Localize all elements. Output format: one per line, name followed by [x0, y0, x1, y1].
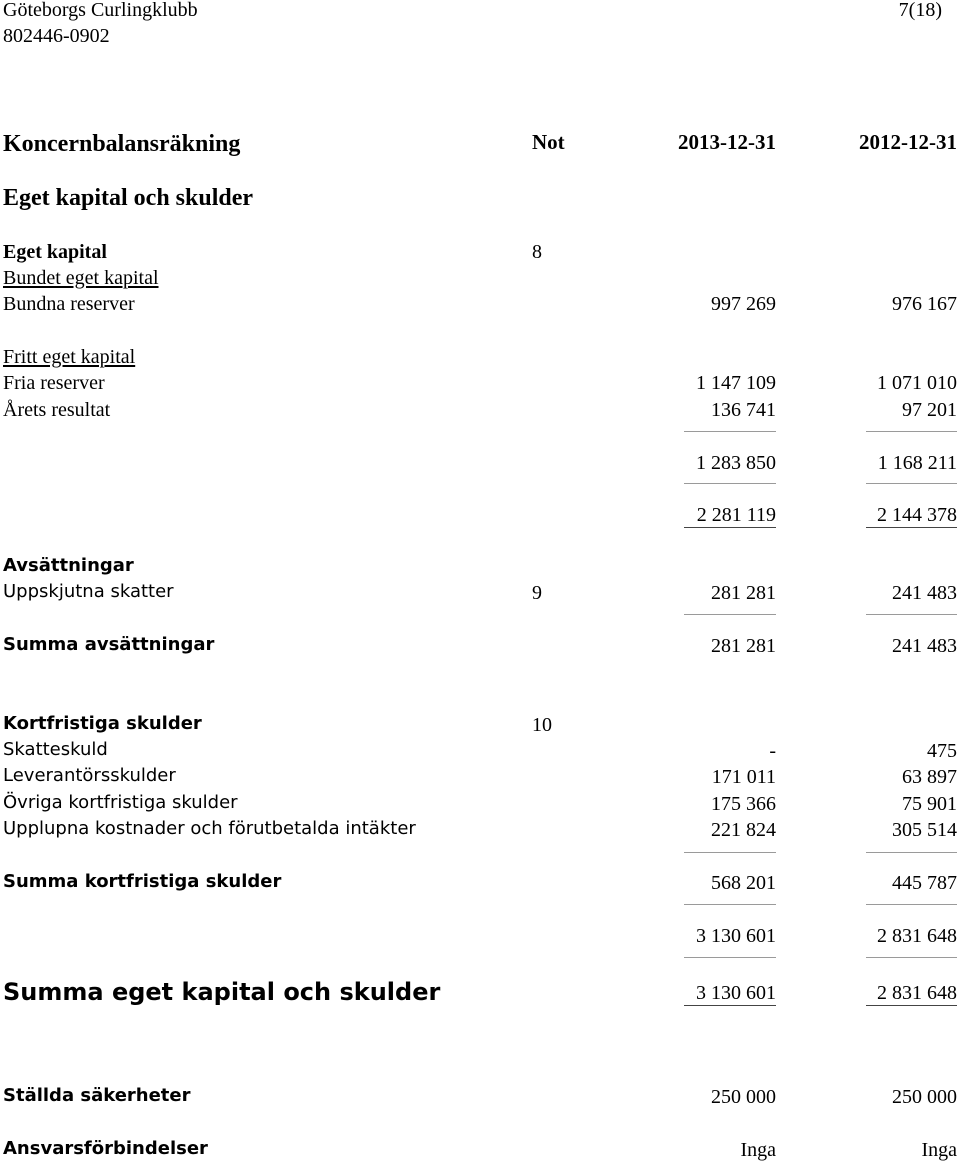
total-rule	[684, 527, 776, 528]
liabilities-subtotal-current: 3 130 601	[696, 925, 776, 947]
deferred-tax-prior: 241 483	[892, 582, 957, 604]
deferred-tax-current: 281 281	[711, 582, 776, 604]
deferred-tax-label: Uppskjutna skatter	[3, 581, 174, 602]
free-equity-heading: Fritt eget kapital	[3, 346, 136, 368]
subtotal-rule	[866, 852, 957, 853]
equity-note: 8	[532, 241, 542, 263]
provisions-total-label: Summa avsättningar	[3, 634, 215, 655]
liability-row-prior: 75 901	[902, 793, 957, 815]
equity-total-current: 2 281 119	[696, 504, 776, 526]
liabilities-subtotal-prior: 2 831 648	[877, 925, 957, 947]
column-header-current-year: 2013-12-31	[678, 130, 776, 154]
liability-row-prior: 475	[927, 740, 957, 762]
total-rule	[684, 1005, 776, 1006]
deferred-tax-note: 9	[532, 582, 542, 604]
liability-row-label: Övriga kortfristiga skulder	[3, 792, 238, 813]
liability-row-current: 171 011	[711, 766, 776, 788]
contingent-liabilities-label: Ansvarsförbindelser	[3, 1138, 208, 1159]
grand-total-current: 3 130 601	[696, 982, 776, 1004]
total-rule	[866, 1005, 957, 1006]
subtotal-rule	[866, 431, 957, 432]
restricted-reserves-prior: 976 167	[892, 293, 957, 315]
organization-name: Göteborgs Curlingklubb	[3, 0, 198, 21]
column-header-note: Not	[532, 130, 565, 154]
provisions-total-prior: 241 483	[892, 635, 957, 657]
subtotal-rule	[684, 957, 776, 958]
short-term-total-label: Summa kortfristiga skulder	[3, 871, 282, 892]
restricted-reserves-label: Bundna reserver	[3, 293, 135, 315]
grand-total-label: Summa eget kapital och skulder	[3, 978, 441, 1006]
liability-row-current: 175 366	[711, 793, 776, 815]
subtotal-rule	[866, 614, 957, 615]
year-result-label: Årets resultat	[3, 399, 111, 421]
restricted-equity-heading: Bundet eget kapital	[3, 267, 159, 289]
short-term-liabilities-note: 10	[532, 714, 552, 736]
subtotal-rule	[866, 483, 957, 484]
liability-row-current: -	[769, 740, 776, 762]
subtotal-rule	[684, 614, 776, 615]
pledged-assets-prior: 250 000	[892, 1086, 957, 1108]
statement-title: Koncernbalansräkning	[3, 131, 241, 157]
short-term-total-current: 568 201	[711, 872, 776, 894]
restricted-reserves-current: 997 269	[711, 293, 776, 315]
liability-row-current: 221 824	[711, 819, 776, 841]
subtotal-rule	[684, 431, 776, 432]
free-equity-total-current: 1 283 850	[696, 452, 776, 474]
section-subtitle: Eget kapital och skulder	[3, 185, 254, 211]
free-reserves-current: 1 147 109	[696, 372, 776, 394]
year-result-current: 136 741	[711, 399, 776, 421]
liability-row-label: Leverantörsskulder	[3, 765, 176, 786]
pledged-assets-current: 250 000	[711, 1086, 776, 1108]
page-number: 7(18)	[898, 0, 942, 21]
provisions-total-current: 281 281	[711, 635, 776, 657]
liability-row-prior: 63 897	[902, 766, 957, 788]
equity-total-prior: 2 144 378	[877, 504, 957, 526]
organization-number: 802446-0902	[3, 25, 110, 47]
liability-row-prior: 305 514	[892, 819, 957, 841]
subtotal-rule	[684, 483, 776, 484]
subtotal-rule	[684, 852, 776, 853]
liability-row-label: Skatteskuld	[3, 739, 108, 760]
short-term-liabilities-heading: Kortfristiga skulder	[3, 713, 202, 734]
contingent-liabilities-current: Inga	[740, 1139, 776, 1161]
provisions-heading: Avsättningar	[3, 555, 134, 576]
subtotal-rule	[684, 904, 776, 905]
column-header-prior-year: 2012-12-31	[859, 130, 957, 154]
year-result-prior: 97 201	[902, 399, 957, 421]
contingent-liabilities-prior: Inga	[921, 1139, 957, 1161]
liability-row-label: Upplupna kostnader och förutbetalda intäkter	[3, 818, 416, 839]
subtotal-rule	[866, 904, 957, 905]
free-reserves-prior: 1 071 010	[877, 372, 957, 394]
grand-total-prior: 2 831 648	[877, 982, 957, 1004]
free-equity-total-prior: 1 168 211	[877, 452, 957, 474]
free-reserves-label: Fria reserver	[3, 372, 105, 394]
pledged-assets-label: Ställda säkerheter	[3, 1085, 191, 1106]
short-term-total-prior: 445 787	[892, 872, 957, 894]
total-rule	[866, 527, 957, 528]
subtotal-rule	[866, 957, 957, 958]
equity-heading: Eget kapital	[3, 241, 107, 263]
